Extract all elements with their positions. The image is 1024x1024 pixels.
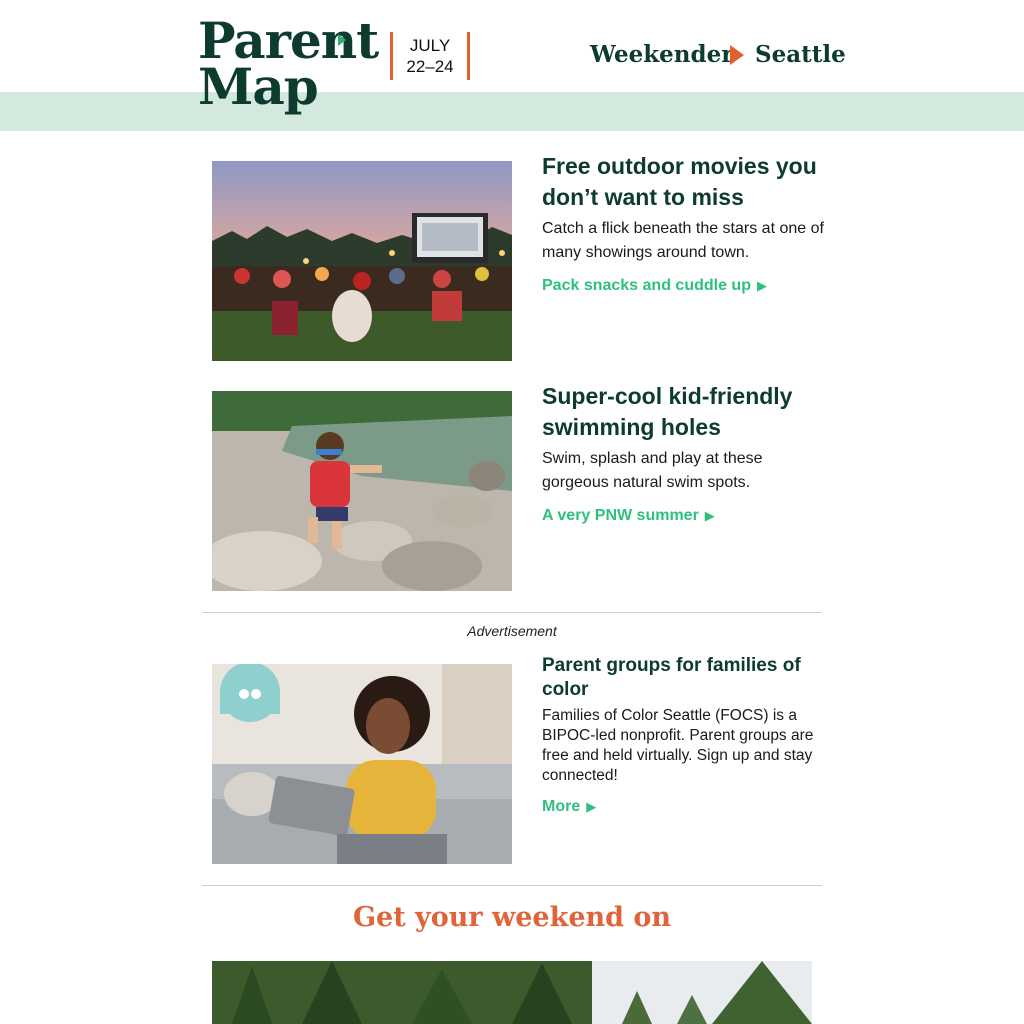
issue-month: JULY [409,36,451,55]
ad-photo[interactable] [212,664,512,864]
article-card [212,153,824,361]
article-link[interactable] [542,505,715,527]
article-title[interactable]: Free outdoor movies you don’t want to miss [542,153,817,210]
outdoor-movie-photo[interactable] [212,161,512,361]
ad-card [212,655,824,864]
article-card [212,383,824,591]
section-heading: Get your weekend on [352,902,672,933]
issue-date-range: 22–24 [406,57,454,76]
ad-more-label: More [542,798,581,815]
article-link-label: Pack snacks and cuddle up [542,277,751,294]
logo-text-line2: Map [198,57,318,116]
article-link-label: A very PNW summer [542,507,699,524]
divider [202,885,822,886]
swimming-hole-photo[interactable] [212,391,512,591]
issue-date [390,32,470,80]
edition-name: Weekender [590,41,734,68]
play-arrow-icon: ▶ [586,799,597,814]
article-link[interactable] [542,275,767,297]
ad-title[interactable]: Parent groups for families of color [542,655,801,700]
parentmap-logo[interactable] [198,11,379,124]
article-text [542,381,827,527]
play-arrow-icon: ▶ [704,508,715,523]
logo-play-icon [338,34,346,46]
ad-description: Families of Color Seattle (FOCS) is a BIPOC-led nonprofit. Parent groups are free and held virtually. Sign up and stay connected! [542,707,814,784]
advertisement-label: Advertisement [467,623,557,639]
header-band [0,92,1024,131]
article-text [542,151,827,297]
edition-city: Seattle [755,41,846,68]
article-description: Catch a flick beneath the stars at one of many showings around town. [542,220,824,261]
divider [202,612,822,613]
triangle-arrow-icon [730,45,744,65]
ad-text [542,654,827,818]
article-description: Swim, splash and play at these gorgeous natural swim spots. [542,450,763,491]
article-title[interactable]: Super-cool kid-friendly swimming holes [542,383,793,440]
ad-more-link[interactable] [542,796,596,818]
weekend-photo[interactable] [212,961,812,1024]
logo-text-line1: Parent [198,11,379,70]
email-header [0,0,1024,92]
edition-title [590,38,846,72]
play-arrow-icon: ▶ [756,278,767,293]
